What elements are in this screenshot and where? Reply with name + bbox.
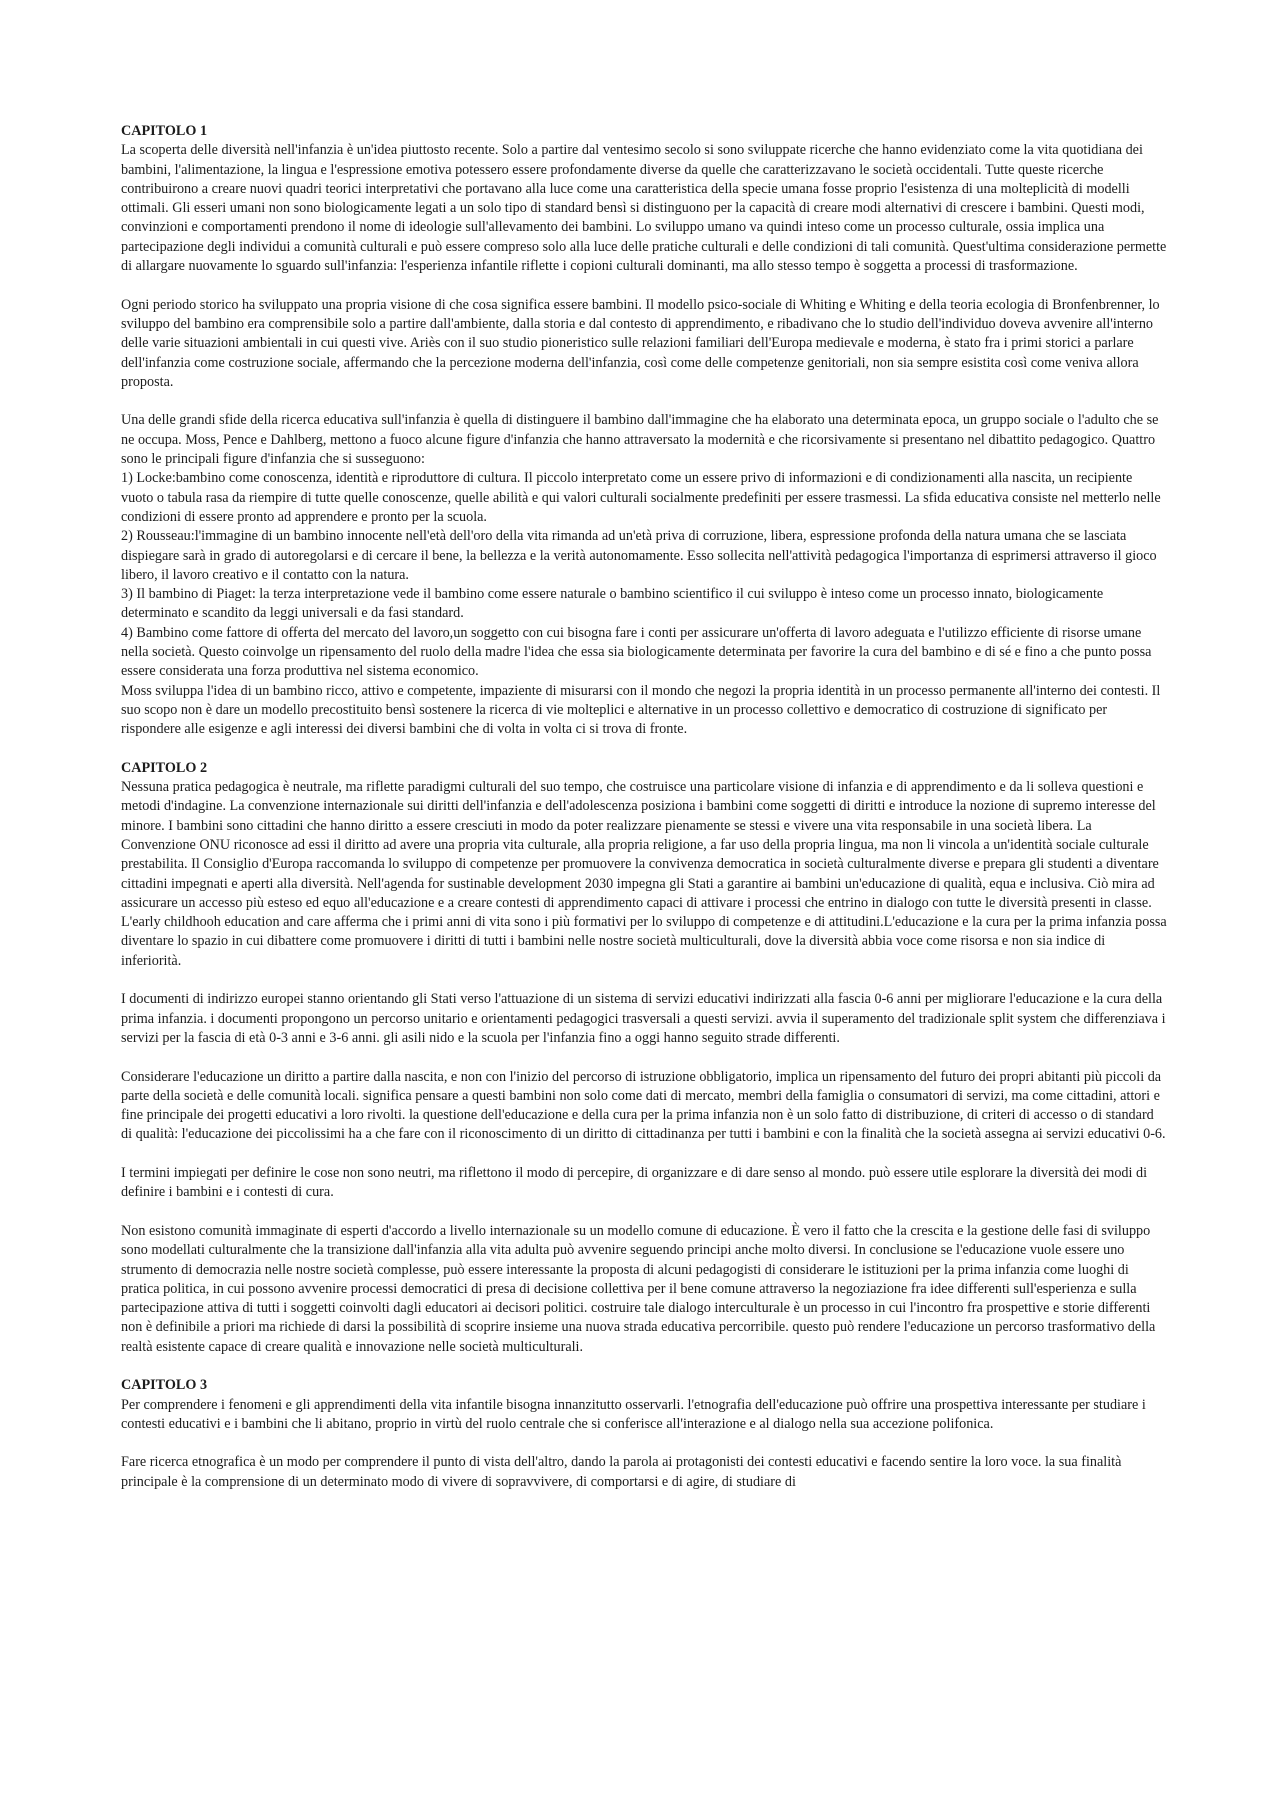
chapter-1	[121, 122, 1167, 740]
chapter-3	[121, 1376, 1167, 1492]
paragraph: Una delle grandi sfide della ricerca educativa sull'infanzia è quella di distinguere il bambino dall'immagine che ha elaborato una determinata epoca, un gruppo sociale o l'adulto che se ne occupa. Moss, Pence e Dahlberg, mettono a fuoco alcune figure d'infanzia che hanno attraversato la modernità e che ricorsivamente si presentano nel dibattito pedagogico. Quattro sono le principali figure d'infanzia che si susseguono: 1) Locke:bambino come conoscenza, identità e riproduttore di cultura. Il piccolo interpretato come un essere privo di informazioni e di condizionamenti alla nascita, un recipiente vuoto o tabula rasa da riempire di tutte quelle conoscenze, quelle abilità e qui valori culturali socialmente predefiniti per essere trasmessi. La sfida educativa consiste nel metterlo nelle condizioni di essere pronto ad apprendere e pronto per la scuola. 2) Rousseau:l'immagine di un bambino innocente nell'età dell'oro della vita rimanda ad un'età priva di corruzione, libera, espressione profonda della natura umana che se lasciata dispiegare sarà in grado di autoregolarsi e di cercare il bene, la bellezza e la verità autonomamente. Esso sollecita nell'attività pedagogica l'importanza di esprimersi attraverso il gioco libero, il lavoro creativo e il contatto con la natura. 3) Il bambino di Piaget: la terza interpretazione vede il bambino come essere naturale o bambino scientifico il cui sviluppo è inteso come un processo innato, biologicamente determinato e scandito da leggi universali e da fasi standard. 4) Bambino come fattore di offerta del mercato del lavoro,un soggetto con cui bisogna fare i conti per assicurare un'offerta di lavoro adeguata e l'utilizzo efficiente di risorse umane nella società. Questo coinvolge un ripensamento del ruolo della madre l'idea che essa sia biologicamente determinata per favorire la cura del bambino e di sé e fino a che punto possa essere considerata una forza produttiva nel sistema economico. Moss sviluppa l'idea di un bambino ricco, attivo e competente, impaziente di misurarsi con il mondo che negozi la propria identità in un processo permanente all'interno dei contesti. Il suo scopo non è dare un modello precostituito bensì sostenere la ricerca di vie molteplici e alternative in un processo collettivo e democratico di costruzione di significato per rispondere alle esigenze e agli interessi dei diversi bambini che di volta in volta ci si trova di fronte.	[121, 412, 1161, 738]
paragraph: Fare ricerca etnografica è un modo per comprendere il punto di vista dell'altro, dando la parola ai protagonisti dei contesti educativi e facendo sentire la loro voce. la sua finalità principale è la comprensione di un determinato modo di vivere di sopravvivere, di comportarsi e di agire, di studiare di	[121, 1454, 1122, 1490]
chapter-heading: CAPITOLO 1	[121, 123, 208, 139]
paragraph: I documenti di indirizzo europei stanno orientando gli Stati verso l'attuazione di un sistema di servizi educativi indirizzati alla fascia 0-6 anni per migliorare l'educazione e la cura della prima infanzia. i documenti propongono un percorso unitario e orientamenti pedagogici trasversali a questi servizi. avvia il superamento del tradizionale split system che differenziava i servizi per la fascia di età 0-3 anni e 3-6 anni. gli asili nido e la scuola per l'infanzia fino a oggi hanno seguito strade differenti.	[121, 991, 1166, 1046]
paragraph: Per comprendere i fenomeni e gli apprendimenti della vita infantile bisogna innanzitutto osservarli. l'etnografia dell'educazione può offrire una prospettiva interessante per studiare i contesti educativi e i bambini che li abitano, proprio in virtù del ruolo centrale che si conferisce all'interazione e al dialogo nella sua accezione polifonica.	[121, 1396, 1146, 1432]
paragraph: Considerare l'educazione un diritto a partire dalla nascita, e non con l'inizio del percorso di istruzione obbligatorio, implica un ripensamento del futuro dei propri abitanti più piccoli da parte della società e delle comunità locali. significa pensare a questi bambini non solo come dati di mercato, membri della famiglia o consumatori di servizi, ma come cittadini, attori e fine principale dei progetti educativi a loro rivolti. la questione dell'educazione e della cura per la prima infanzia non è un solo fatto di distribuzione, di criteri di accesso o di standard di qualità: l'educazione dei piccolissimi ha a che fare con il riconoscimento di un diritto di cittadinanza per tutti i bambini e con la finalità che la società assegna ai servizi educativi 0-6.	[121, 1068, 1166, 1143]
paragraph: Non esistono comunità immaginate di esperti d'accordo a livello internazionale su un modello comune di educazione. È vero il fatto che la crescita e la gestione delle fasi di sviluppo sono modellati culturalmente che la transizione dall'infanzia alla vita adulta può avvenire seguendo principi anche molto diversi. In conclusione se l'educazione vuole essere uno strumento di democrazia nelle nostre società complesse, può essere interessante la proposta di alcuni pedagogisti di considerare le istituzioni per la prima infanzia come luoghi di pratica politica, in cui possono avvenire processi democratici di presa di decisione collettiva per il bene comune attraverso la negoziazione fra idee differenti sull'esperienza e sulla partecipazione attiva di tutti i soggetti coinvolti dagli educatori ai decisori politici. costruire tale dialogo interculturale è un processo in cui l'incontro fra prospettive e storie differenti non è definibile a priori ma richiede di darsi la possibilità di scoprire insieme una nuova strada educativa percorribile. questo può rendere l'educazione un percorso trasformativo della realtà esistente capace di creare qualità e innovazione nelle società multiculturali.	[121, 1222, 1156, 1355]
paragraph: Ogni periodo storico ha sviluppato una propria visione di che cosa significa essere bambini. Il modello psico-sociale di Whiting e Whiting e della teoria ecologia di Bronfenbrenner, lo sviluppo del bambino era comprensibile solo a partire dall'ambiente, dalla storia e dal contesto di apprendimento, e ribadivano che lo studio dell'individuo doveva avvenire all'interno delle varie situazioni ambientali in cui questi vive. Ariès con il suo studio pioneristico sulle relazioni familiari dell'Europa medievale e moderna, è stato fra i primi storici a parlare dell'infanzia come costruzione sociale, affermando che la percezione moderna dell'infanzia, così come delle competenze genitoriali, non sia sempre esistita così come veniva allora proposta.	[121, 296, 1160, 390]
paragraph: Nessuna pratica pedagogica è neutrale, ma riflette paradigmi culturali del suo tempo, che costruisce una particolare visione di infanzia e di apprendimento e da li solleva questioni e metodi d'indagine. La convenzione internazionale sui diritti dell'infanzia e dell'adolescenza posiziona i bambini come soggetti di diritti e introduce la nozione di supremo interesse del minore. I bambini sono cittadini che hanno diritto a essere cresciuti in modo da poter realizzare pienamente se stessi e vivere una vita responsabile in una società libera. La Convenzione ONU riconosce ad essi il diritto ad avere una propria vita culturale, alla propria religione, a far uso della propria lingua, ma non li vincola a un'identità sociale culturale prestabilita. Il Consiglio d'Europa raccomanda lo sviluppo di competenze per promuovere la convivenza democratica in società culturalmente diverse e prepara gli studenti a diventare cittadini impegnati e aperti alla diversità. Nell'agenda for sustinable development 2030 impegna gli Stati a garantire ai bambini un'educazione di qualità, equa e inclusiva. Ciò mira ad assicurare un accesso più esteso ed equo all'educazione e a creare contesti di apprendimento capaci di attivare i processi che entrino in dialogo con tutte le diversità presenti in classe. L'early childhooh education and care afferma che i primi anni di vita sono i più formativi per lo sviluppo di competenze e di attitudini.L'educazione e la cura per la prima infanzia possa diventare lo spazio in cui dibattere come promuovere i diritti di tutti i bambini nelle nostre società multiculturali, dove la diversità abbia voce come risorsa e non sia indice di inferiorità.	[121, 779, 1167, 969]
paragraph: I termini impiegati per definire le cose non sono neutri, ma riflettono il modo di percepire, di organizzare e di dare senso al mondo. può essere utile esplorare la diversità dei modi di definire i bambini e i contesti di cura.	[121, 1165, 1148, 1201]
chapter-2	[121, 759, 1167, 1357]
chapter-heading: CAPITOLO 2	[121, 759, 208, 776]
document-page	[121, 122, 1167, 1511]
paragraph: La scoperta delle diversità nell'infanzia è un'idea piuttosto recente. Solo a partire dal ventesimo secolo si sono sviluppate ricerche che hanno evidenziato come la vita quotidiana dei bambini, l'alimentazione, la lingua e l'espressione emotiva potessero essere profondamente diverse da quelle che caratterizzavano le società occidentali. Tutte queste ricerche contribuirono a creare nuovi quadri teorici interpretativi che portavano alla luce come una caratteristica della specie umana fosse proprio l'esistenza di una molteplicità di modelli ottimali. Gli esseri umani non sono biologicamente legati a un solo tipo di standard bensì si distinguono per la capacità di creare modi alternativi di crescere i bambini. Questi modi, convinzioni e comportamenti prendono il nome di ideologie sull'allevamento dei bambini. Lo sviluppo umano va quindi inteso come un processo culturale, ossia implica una partecipazione degli individui a comunità culturali e può essere compreso solo alla luce delle pratiche culturali e delle condizioni di tali comunità. Quest'ultima considerazione permette di allargare nuovamente lo sguardo sull'infanzia: l'esperienza infantile riflette i copioni culturali dominanti, ma allo stesso tempo è soggetta a processi di trasformazione.	[121, 142, 1167, 275]
chapter-heading: CAPITOLO 3	[121, 1377, 208, 1394]
